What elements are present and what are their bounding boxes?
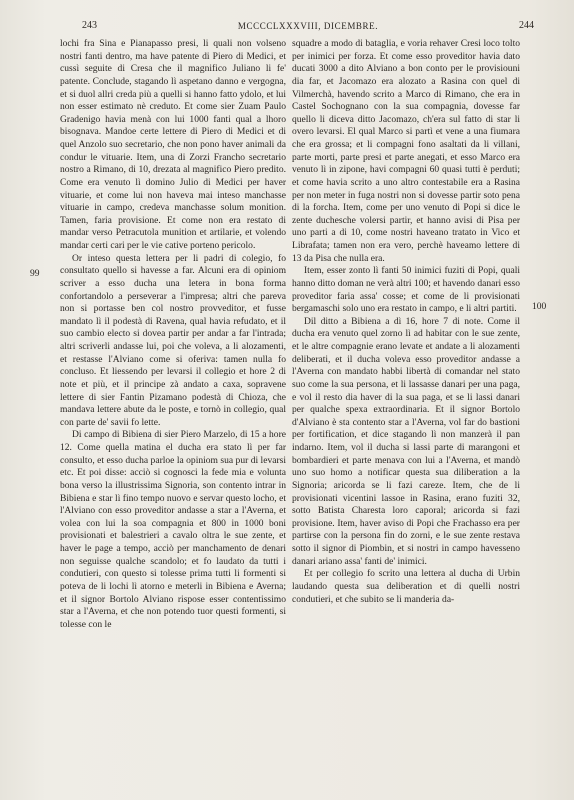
right-column [292, 38, 520, 606]
margin-number-left: 99 [30, 269, 40, 279]
paragraph: Or inteso questa lettera per li padri di colegio, fo consultato quello si havesse a far. Alcuni era di opiniom scriver a esso ducha una letera in bona forma confortandolo a perseverar a l'impresa; altri che pareva non si portasse ben col nostro provveditor, et fusse mandato lì il podestà di Ravena, qual havia refudato, et il suo cambio electo si dovea partir per andar a far l'intrada; altri scriverli andasse lui, poi che voleva, a li alozamenti, et restasse l'Alviano come si oferiva: tamen nulla fo concluso. Et liessendo per levarsi il collegio et hore 2 di note et più, et il principe zà andato a caxa, sopravene lettere di sier Fantin Pizamano podestà di Chioza, che mandava lettere abute da le poste, e tornò in collegio, qual con parte de' savii fo lette. [60, 252, 286, 428]
running-title: MCCCCLXXXVIII, DICEMBRE. [237, 21, 379, 31]
left-column [60, 38, 286, 631]
margin-number-right: 100 [532, 302, 547, 312]
paragraph: Di campo di Bibiena di sier Piero Marzelo, di 15 a hore 12. Come quella matina el ducha era stato lì per far consulto, et esso ducha parloe la opiniom sua pur di levarsi etc. Et poi disse: acciò si cognosci la fede mia e volunta bona verso la illustrissima Signoria, son contento intrar in Bibiena e star lì fino tempo nuovo e servar questo locho, et l'Alviano con esso proveditor andasse a star a l'Averna, et volea con lui la soa compagnia et 800 in 1000 boni provisionati et balestrieri a cavalo oltra le sue zente, et haver le page a tempo, acciò per manchamento de denari non seguisse qualche scandolo; et fo laudato da tutti i condutieri, con questo si tolesse prima tutti li formenti si poteva de li lochi lì atorno e meterli in Bibiena e Averna; et il signor Bortolo Alviano rispose esser contentissimo star a l'Averna, et che non potendo tuor questi formenti, si tolesse con le [60, 429, 286, 630]
paragraph: squadre a modo di bataglia, e voria rehaver Cresi loco tolto per inimici per forza. Et come esso proveditor havia dato ducati 3000 a dito Alviano a bon conto per le provisiouni dia far, et Jacomazo era alozato a Rasina con quel di Vilmerchà, havendo scrito a Marco di Rimano, che era in Castel Sochognano con la sua compagnia, dovesse far quello li diceva ditto Jacomazo, ch'era sul fatto di star li overo levarsi. El qual Marco si partì et vene a una fiumara che era grossa; et li compagni fono asaltati da li villani, parte morti, parte presi et parte anegati, et esso Marco era venuto lì in zipone, havi compagni 60 quasi tutti è perduti; et come havia scrito a uno altro contestabile era a Rasina per non meter in fuga nostri non si dovesse partir soto pena di la forcha. Item, come per uno venuto di Popi si dice le zente duchesche volersi partir, et hanno avisi di Pisa per uno parti a di 10, come nostri haveano tratato in Vico et Librafata; tamen non era vero, perchè haveamo lettere di 13 da Pisa che nulla era. [292, 38, 520, 264]
page-number-left: 243 [82, 20, 97, 31]
paragraph: Item, esser zonto lì fanti 50 inimici fuziti di Popi, quali hanno ditto doman ne verà altri 100; et havendo danari esso proveditor faria assa' cosse; et come de li provisionati bergamaschi solo uno era restato in campo, e li altri partiti. [292, 265, 520, 315]
page-number-right: 244 [519, 20, 534, 31]
paragraph: lochi fra Sina e Pianapasso presi, li quali non volseno nostri fanti dentro, ma have patente di Piero di Medici, et cussì seguite di Cresa che il magnifico Juliano li fe' patente. Conclude, stagando lì aspetano danno e vergogna, et si duol allri creda più a quelli si hanno fatto ydolo, et lui non esser estimato nè creduto. Et come sier Zuam Paulo Gradenigo havia menà con lui 1000 fanti qual a lhoro bisognava. Mandoe certe lettere di Piero di Medici et di quel Anzolo suo secretario, che non pono haver animali da condur le vituarie. Item, una di Zorzi Francho secretario nostro a Rimano, di 10, drezata al magnifico Piero predito. Come era venuto lì domino Julio di Medici per haver vituarie, et come lui non haveva mai inteso manchasse vituarie in campo, credeva manchasse solum monition. Tamen, faria provisione. Et come non era restato di mandar verso Petracutola munition et artilarie, et volendo mandar certi cari per le vie cative porteno pericolo. [60, 38, 286, 251]
paragraph: Dil ditto a Bibiena a dì 16, hore 7 di note. Come il ducha era venuto quel zorno lì ad habitar con le sue zente, et le altre compagnie erano levate et andate a li alozamenti deliberati, et il ducha voleva esso proveditor andasse a l'Averna con mandato habbi libertà di comandar nel stato suo come la sua persona, et li lassasse danari per una paga, e vol il resto dia haver di la sua paga, et se li lassi danari per qualche spexa extraordinaria. Et il signor Bortolo d'Alviano è sta contento star a l'Averna, vol far do bastioni per fortification, et dice stagando lì non manzerà il pan indarno. Item, vol il ducha si lassi parte di marangoni et bombardieri et parte menava con lui a l'Averna, et mandò uno suo homo a notificar questa sua diliberation a la Signoria; aricorda se li fazi careze. Item, che de li provisionati vicentini lassoe in Rasina, erano fuziti 32, sotto Batista Charesta loro caporal; aricorda si fazi provisione. Item, haver aviso di Popi che Frachasso era per partirse con la persona fin do zorni, e le sue zente restava sotto il signor di Piombin, et si nostri in campo havesseno danari ariano assa' fanti de' inimici. [292, 315, 520, 567]
running-header [82, 20, 534, 34]
paragraph: Et per collegio fo scrito una lettera al ducha di Urbin laudando questa sua deliberation et di quelli nostri condutieri, et che subito se li manderia da- [292, 568, 520, 605]
